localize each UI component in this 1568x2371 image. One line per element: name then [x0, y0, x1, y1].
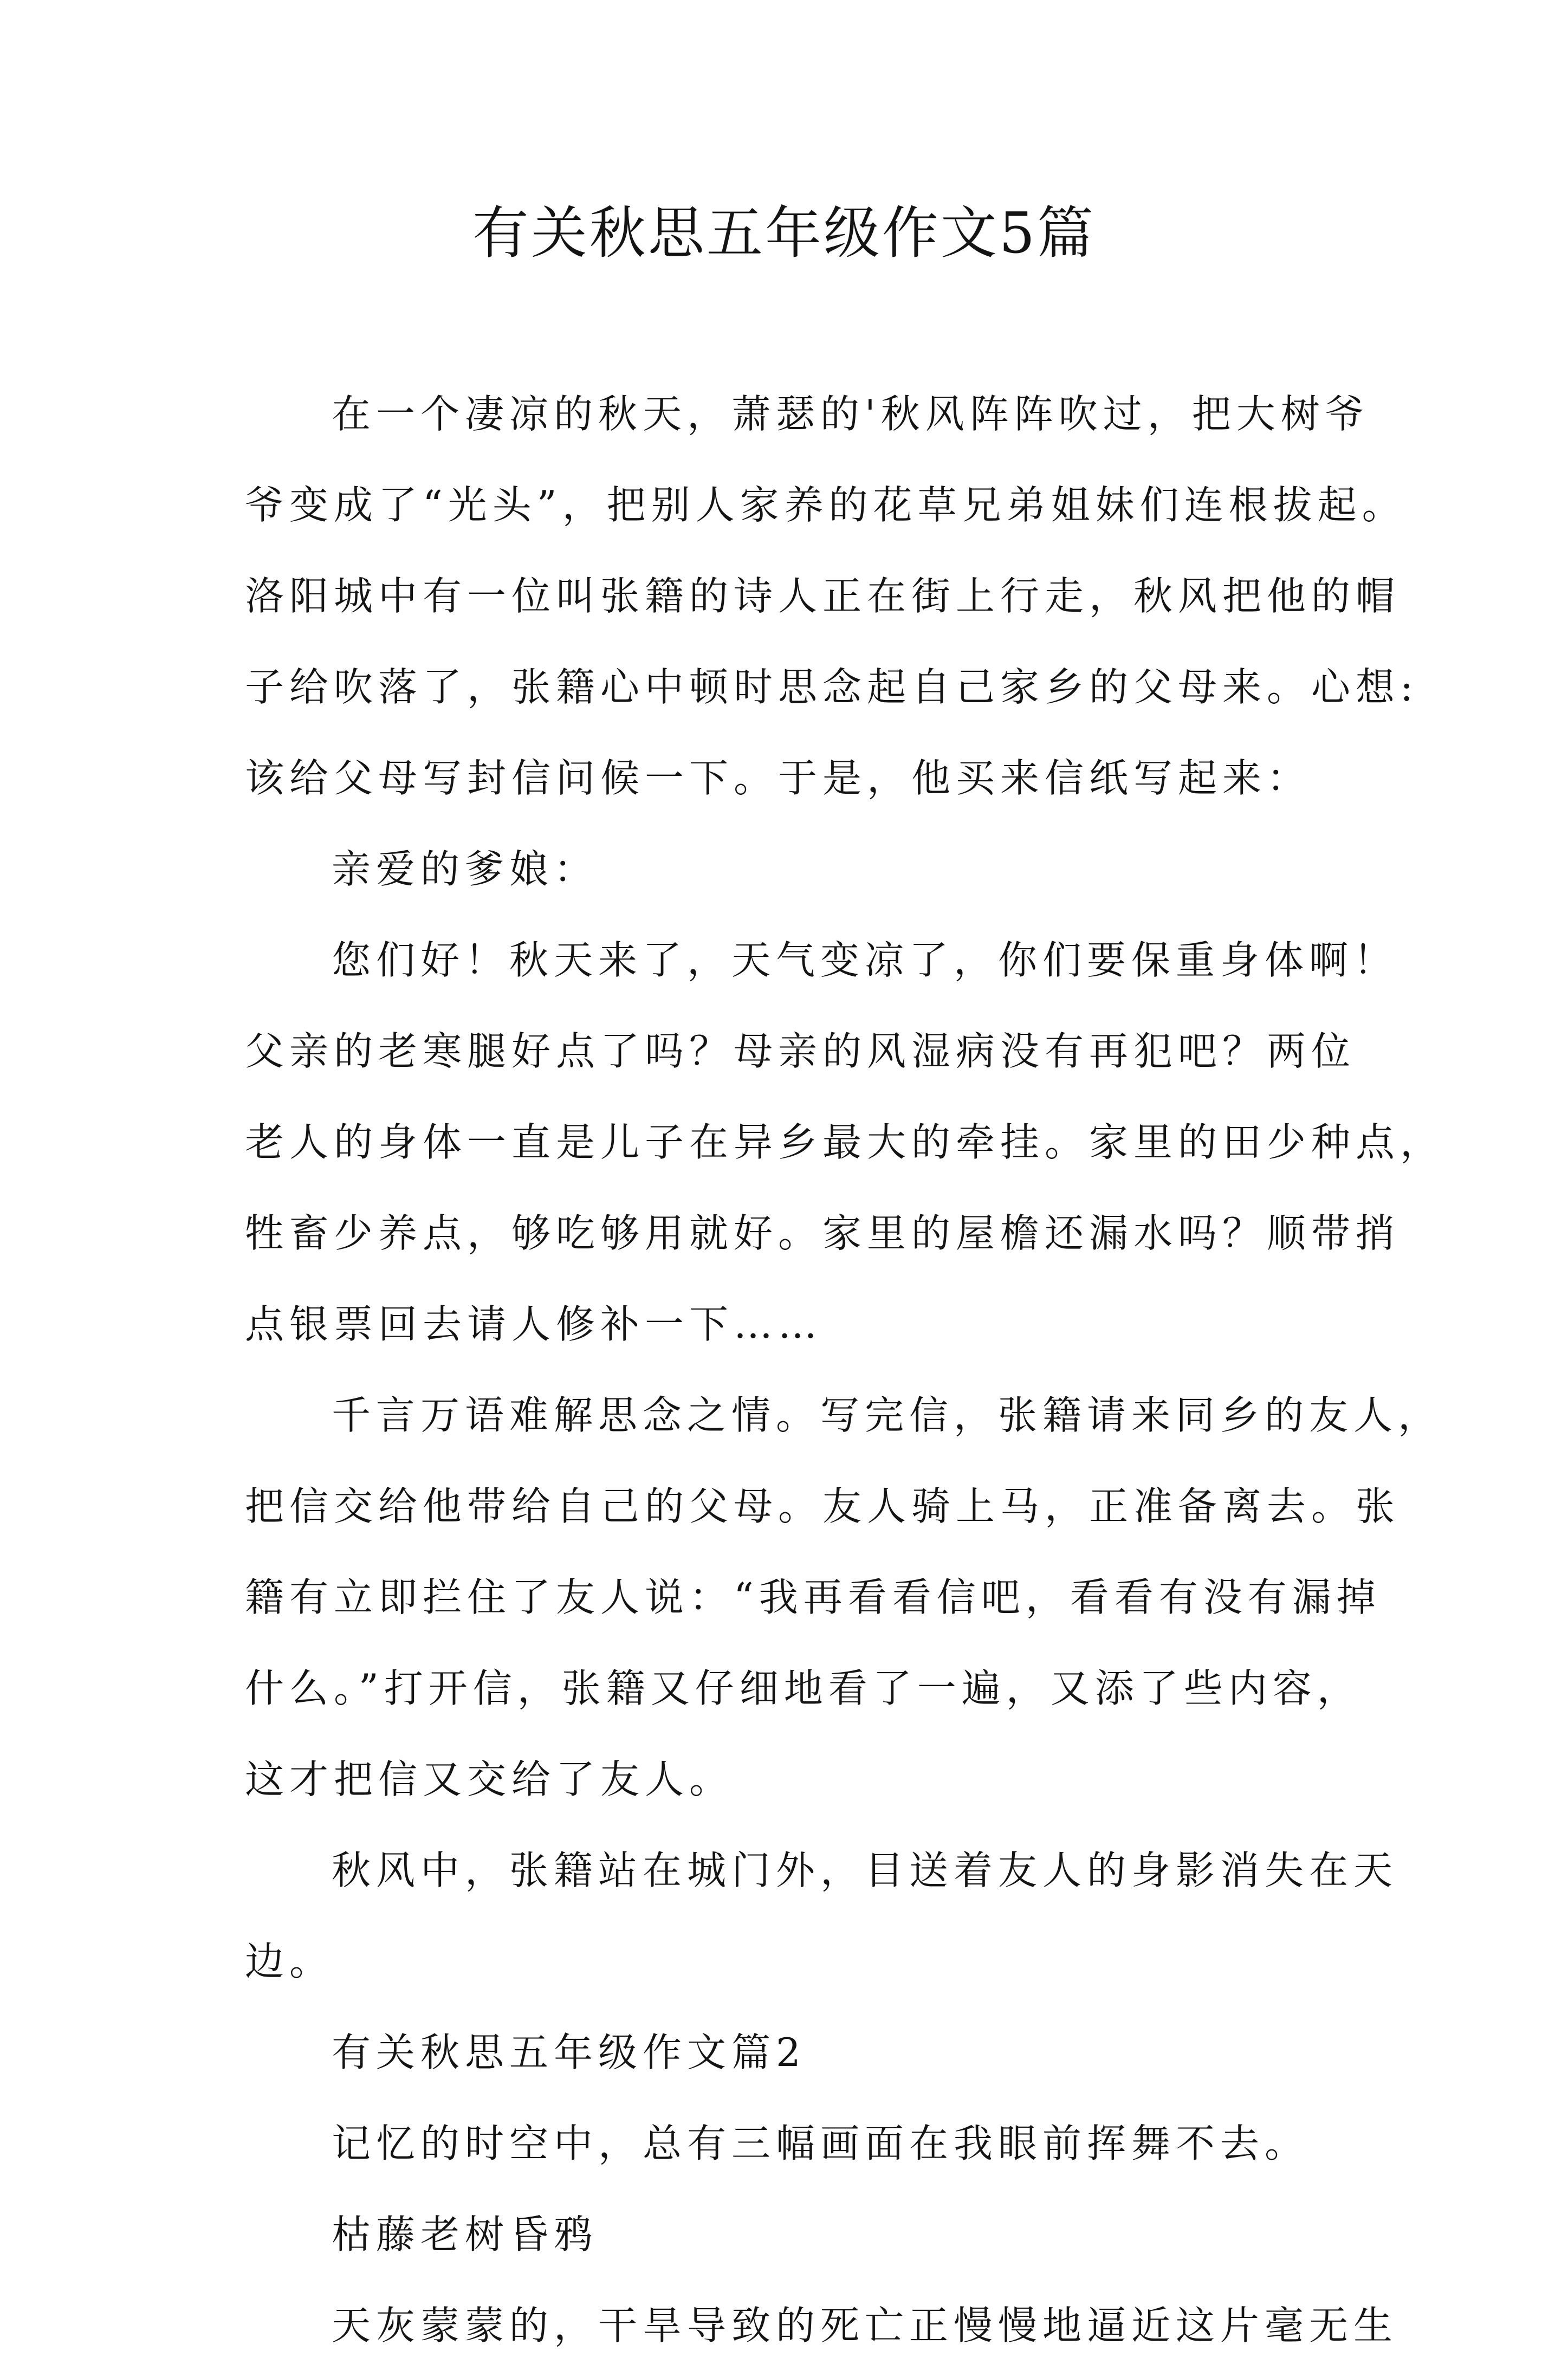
text-line: 什么。”打开信，张籍又仔细地看了一遍，又添了些内容，	[245, 1666, 1362, 1711]
text-line: 亲爱的爹娘：	[332, 846, 599, 892]
text-line: 点银票回去请人修补一下……	[245, 1301, 823, 1347]
text-line: 千言万语难解思念之情。写完信，张籍请来同乡的友人，	[332, 1392, 1443, 1438]
text-line: 这才把信又交给了友人。	[245, 1757, 734, 1802]
text-line: 洛阳城中有一位叫张籍的诗人正在街上行走，秋风把他的帽	[245, 573, 1401, 619]
text-line: 老人的身体一直是儿子在异乡最大的牵挂。家里的田少种点，	[245, 1119, 1445, 1165]
text-line: 爷变成了“光头”，把别人家养的花草兄弟姐妹们连根拔起。	[245, 482, 1407, 528]
text-line: 子给吹落了，张籍心中顿时思念起自己家乡的父母来。心想:	[245, 664, 1419, 710]
text-line: 记忆的时空中，总有三幅画面在我眼前挥舞不去。	[332, 2121, 1310, 2166]
document-title: 有关秋思五年级作文5篇	[472, 200, 1096, 266]
text-line: 籍有立即拦住了友人说：“我再看看信吧，看看有没有漏掉	[245, 1575, 1381, 1620]
text-line: 在一个凄凉的秋天，萧瑟的'秋风阵阵吹过，把大树爷	[332, 391, 1370, 437]
text-line: 边。	[245, 1939, 334, 1984]
text-line: 牲畜少养点，够吃够用就好。家里的屋檐还漏水吗？顺带捎	[245, 1210, 1401, 1256]
text-line: 有关秋思五年级作文篇2	[332, 2030, 806, 2075]
text-line: 父亲的老寒腿好点了吗？母亲的风湿病没有再犯吧？两位	[245, 1028, 1356, 1074]
text-line: 您们好！秋天来了，天气变凉了，你们要保重身体啊！	[332, 937, 1398, 983]
text-line: 枯藤老树昏鸦	[332, 2212, 599, 2257]
text-line: 秋风中，张籍站在城门外，目送着友人的身影消失在天	[332, 1848, 1398, 1893]
text-line: 天灰蒙蒙的，干旱导致的死亡正慢慢地逼近这片毫无生	[332, 2303, 1398, 2348]
text-line: 该给父母写封信问候一下。于是，他买来信纸写起来：	[245, 755, 1312, 801]
text-line: 把信交给他带给自己的父母。友人骑上马，正准备离去。张	[245, 1484, 1401, 1529]
document-body	[245, 368, 1445, 2371]
